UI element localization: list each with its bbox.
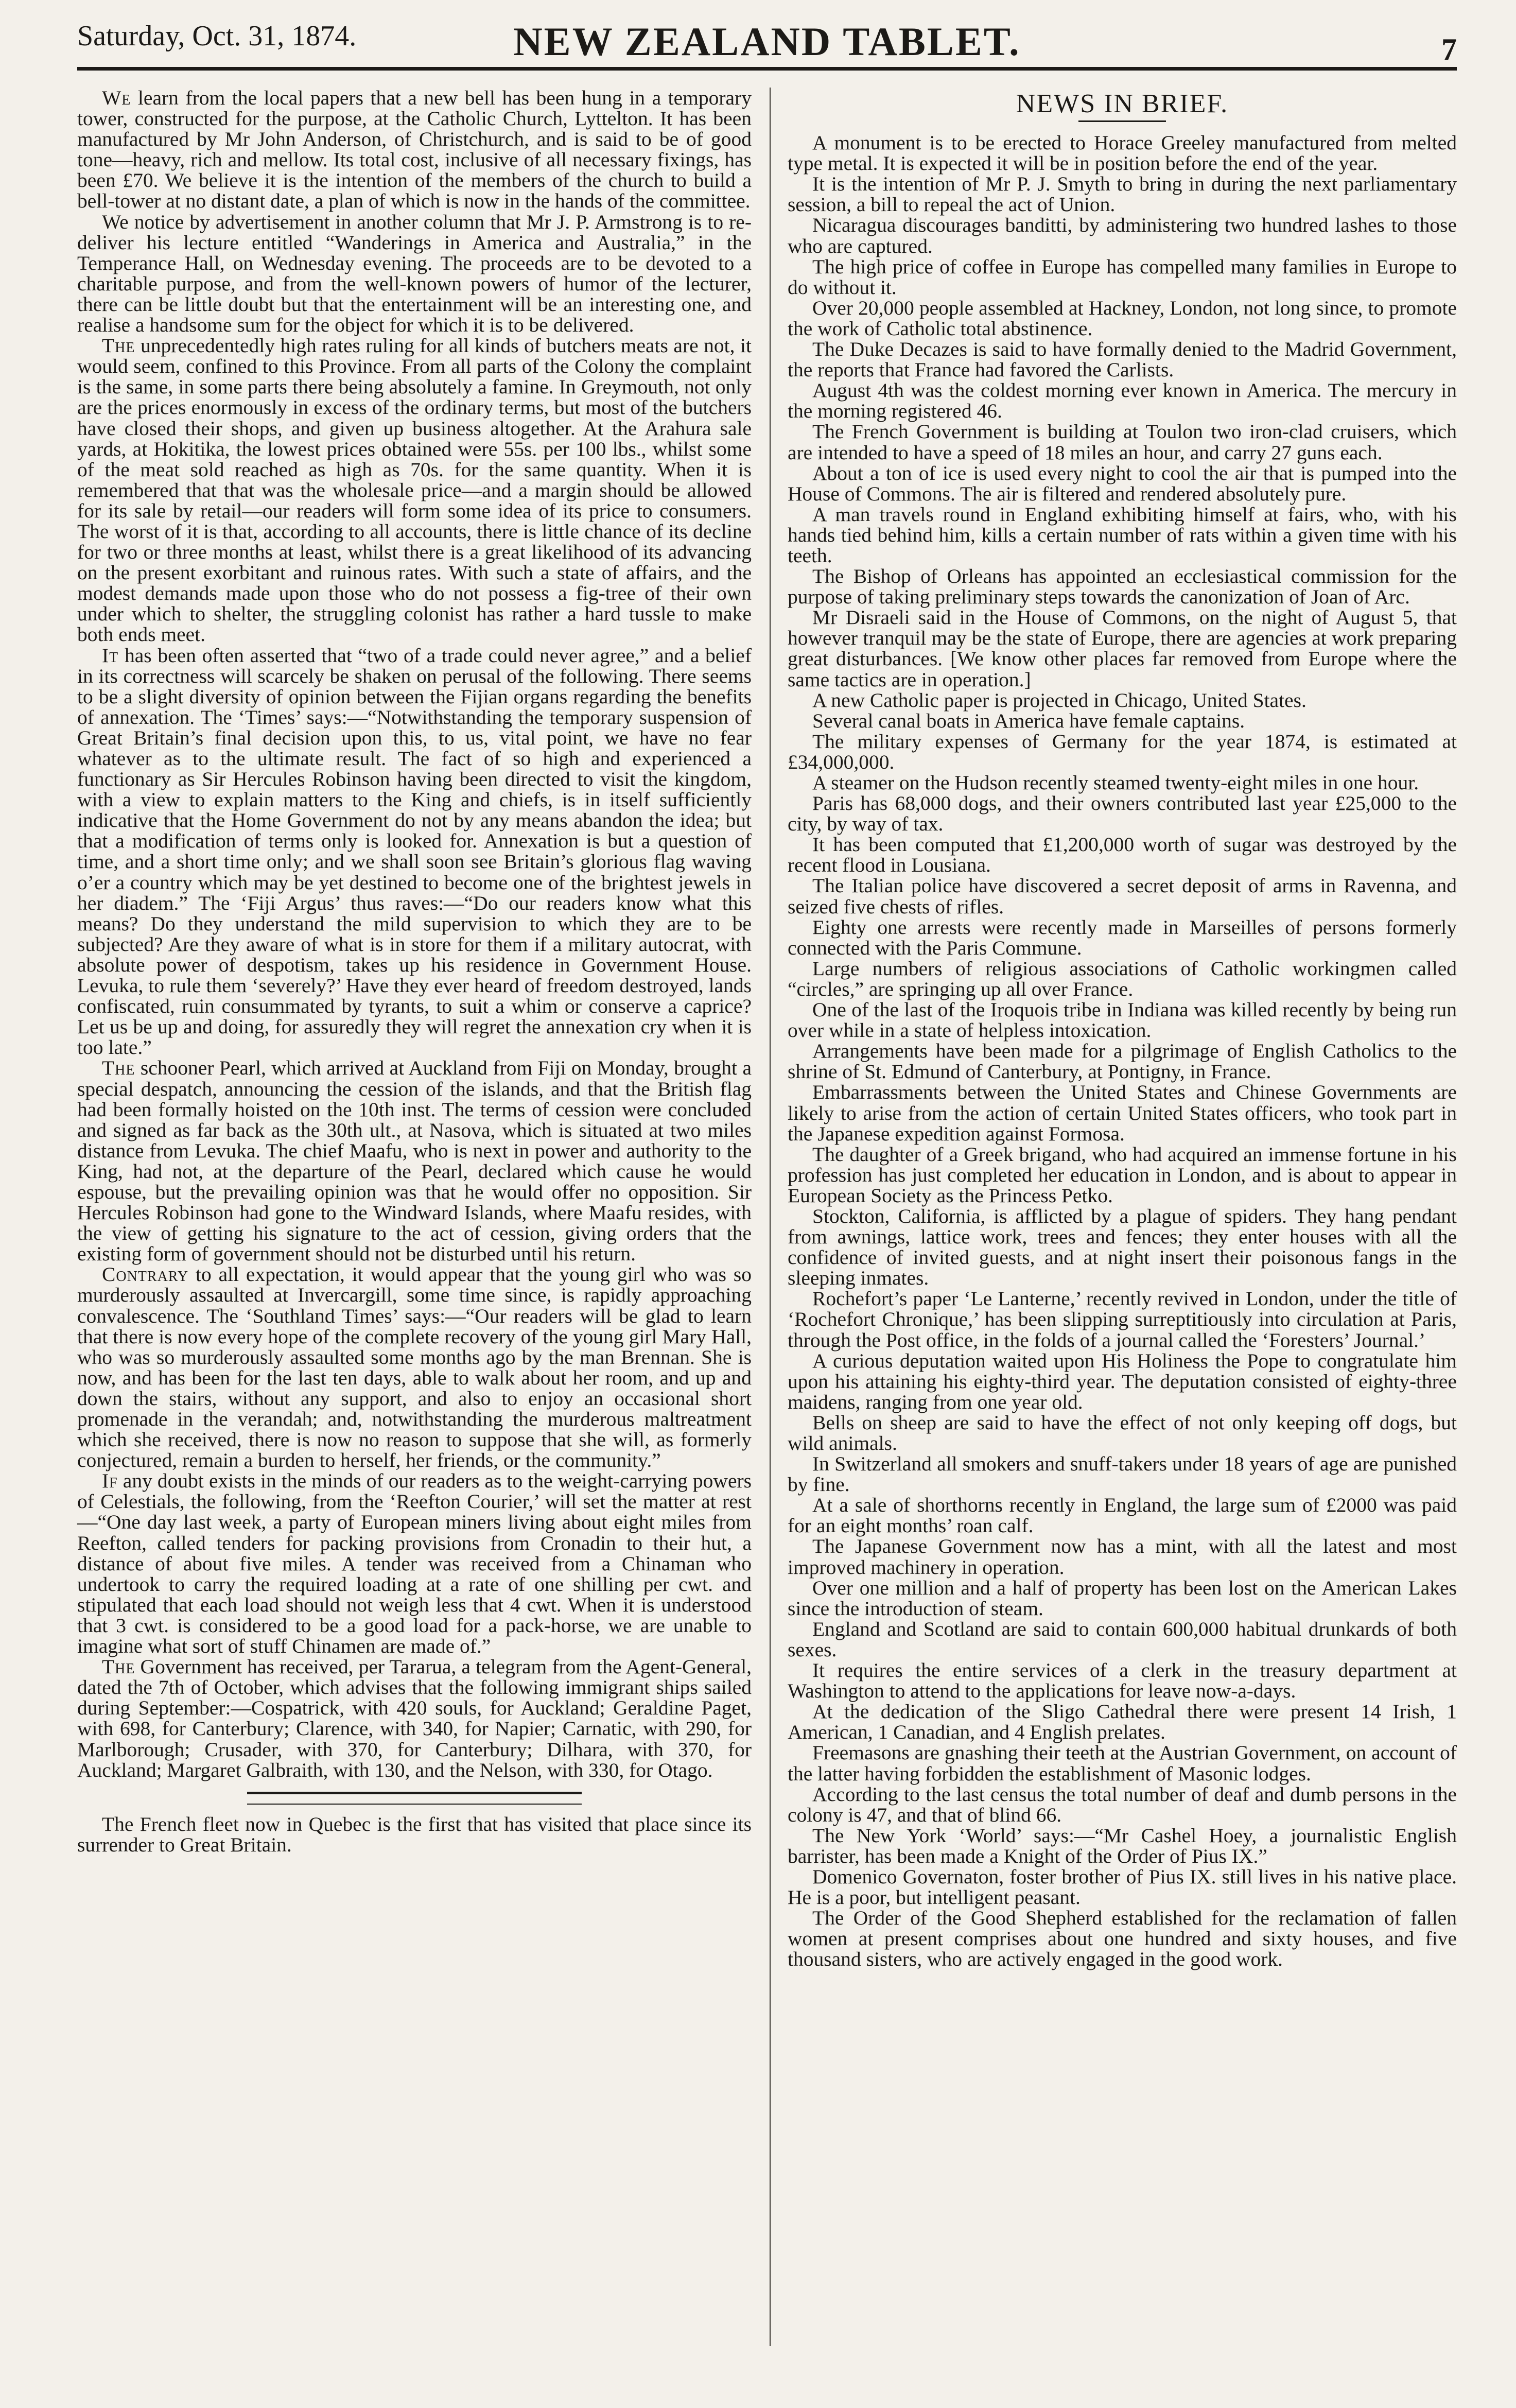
article-paragraph xyxy=(77,645,752,1058)
news-item: The Italian police have discovered a secret deposit of arms in Ravenna, and seized five chests of rifles. xyxy=(788,874,1457,918)
issue-date: Saturday, Oct. 31, 1874. xyxy=(77,20,357,52)
news-item: The Duke Decazes is said to have formally denied to the Madrid Government, the reports that France had favored the Carlists. xyxy=(788,338,1457,382)
newspaper-title: NEW ZEALAND TABLET. xyxy=(513,19,1021,64)
news-item: A monument is to be erected to Horace Greeley manufactured from melted type metal. It is expected it will be in position before the end of the year. xyxy=(788,131,1457,175)
article-paragraph xyxy=(77,212,752,336)
news-item: England and Scotland are said to contain 600,000 habitual drunkards of both sexes. xyxy=(788,1617,1457,1661)
section-separator xyxy=(247,1792,582,1805)
news-item: According to the last census the total number of deaf and dumb persons in the colony is 47, and that of blind 66. xyxy=(788,1782,1457,1826)
paragraph-text: to all expectation, it would appear that the young girl who was so murderously assaulted at Invercargill, some time since, is rapidly approaching convalescence. The ‘Southland Times’ says:—“Our readers will be glad to learn that there is now every hope of the complete recovery of the young girl Mary Hall, who was so murderously assaulted some months ago by the man Brennan. She is now, and has been for the last ten days, able to walk about her room, and up and down the stairs, without any support, and also to enjoy an occasional short promenade in the verandah; and, notwithstanding the murderous maltreatment which she received, there is now no reason to suppose that she will, as formerly conjectured, remain a burden to herself, her friends, or the community.” xyxy=(77,1263,752,1472)
news-item: In Switzerland all smokers and snuff-takers under 18 years of age are punished by fine. xyxy=(788,1452,1457,1496)
news-item: The Order of the Good Shepherd established for the reclamation of fallen women at present comprises about one hundred and sixty houses, and five thousand sisters, who are actively engaged in the good work. xyxy=(788,1907,1457,1971)
news-item: Nicaragua discourages banditti, by administering two hundred lashes to those who are captured. xyxy=(788,214,1457,257)
news-item: At a sale of shorthorns recently in England, the large sum of £2000 was paid for an eight months’ roan calf. xyxy=(788,1494,1457,1537)
news-item: The daughter of a Greek brigand, who had acquired an immense fortune in his profession has just completed her education in London, and is about to appear in European Society as the Princess Petko. xyxy=(788,1142,1457,1207)
lead-word: The xyxy=(102,334,135,357)
left-column xyxy=(77,88,752,2346)
news-item: The high price of coffee in Europe has compelled many families in Europe to do without it. xyxy=(788,255,1457,299)
right-column xyxy=(788,88,1457,2346)
news-item: Paris has 68,000 dogs, and their owners contributed last year £25,000 to the city, by way of tax. xyxy=(788,792,1457,836)
article-paragraph xyxy=(77,88,752,212)
paragraph-text: learn from the local papers that a new bell has been hung in a temporary tower, constructed for the purpose, at the Catholic Church, Lyttelton. It has been manufactured by Mr John Anderson, of Christchurch, and is said to be of good tone—heavy, rich and mellow. Its total cost, inclusive of all necessary fixings, has been £70. We believe it is the intention of the members of the church to build a bell-tower at no distant date, a plan of which is now in the hands of the committee. xyxy=(77,86,752,213)
news-item: At the dedication of the Sligo Cathedral there were present 14 Irish, 1 American, 1 Canadian, and 4 English prelates. xyxy=(788,1700,1457,1744)
news-item: Bells on sheep are said to have the effect of not only keeping off dogs, but wild animals. xyxy=(788,1411,1457,1454)
news-item: The Bishop of Orleans has appointed an ecclesiastical commission for the purpose of taking preliminary steps towards the canonization of Joan of Arc. xyxy=(788,565,1457,609)
article-paragraph xyxy=(77,1264,752,1470)
news-item: A steamer on the Hudson recently steamed twenty-eight miles in one hour. xyxy=(812,771,1419,794)
news-item: Mr Disraeli said in the House of Commons, on the night of August 5, that however tranquil may be the state of Europe, there are agencies at work preparing great disturbances. [We know other places far removed from Europe where the same tactics are in operation.] xyxy=(788,606,1457,691)
news-item: Stockton, California, is afflicted by a plague of spiders. They hang pendant from awnings, lattice work, trees and fences; they enter houses with all the confidence of invited guests, and at night insert their poisonous fangs in the sleeping inmates. xyxy=(788,1204,1457,1290)
paragraph-text: any doubt exists in the minds of our readers as to the weight-carrying powers of Celestials, the following, from the ‘Reefton Courier,’ will set the matter at rest—“One day last week, a party of European miners living about eight miles from Reefton, called tenders for packing provisions from Cronadin to their hut, a distance of about five miles. A tender was received from a Chinaman who undertook to carry the required loading at a rate of one shilling per cwt. and stipulated that each load should not weigh less that 4 cwt. When it is understood that 3 cwt. is considered to be a good load for a pack-horse, we are unable to imagine what sort of stuff Chinamen are made of.” xyxy=(77,1469,752,1658)
paragraph-text: Government has received, per Tararua, a telegram from the Agent-General, dated the 7th of October, which advises that the following immigrant ships sailed during September:—Cospatrick, with 420 souls, for Auckland; Geraldine Paget, with 698, for Canterbury; Clarence, with 340, for Napier; Carnatic, with 290, for Marlborough; Crusader, with 370, for Canterbury; Dilhara, with 370, for Auckland; Margaret Galbraith, with 130, and the Nelson, with 330, for Otago. xyxy=(77,1655,752,1781)
news-item: The New York ‘World’ says:—“Mr Cashel Hoey, a journalistic English barrister, has been made a Knight of the Order of Pius IX.” xyxy=(788,1824,1457,1867)
news-item: Several canal boats in America have female captains. xyxy=(812,709,1245,732)
news-item: A curious deputation waited upon His Holiness the Pope to congratulate him upon his attaining his eighty-third year. The deputation consisted of eighty-three maidens, ranging from one year old. xyxy=(788,1349,1457,1413)
news-item: Freemasons are gnashing their teeth at the Austrian Government, on account of the latter having forbidden the establishment of Masonic lodges. xyxy=(788,1741,1457,1785)
news-item: It has been computed that £1,200,000 worth of sugar was destroyed by the recent flood in Lousiana. xyxy=(788,833,1457,877)
article-paragraph xyxy=(77,1656,752,1780)
news-item: Over 20,000 people assembled at Hackney, London, not long since, to promote the work of Catholic total abstinence. xyxy=(788,296,1457,340)
lead-word: If xyxy=(102,1469,118,1493)
heading-rule xyxy=(1078,120,1166,122)
news-item: The French Government is building at Toulon two iron-clad cruisers, which are intended to have a speed of 18 miles an hour, and carry 27 guns each. xyxy=(788,420,1457,464)
masthead-rule xyxy=(77,67,1457,71)
news-item: Over one million and a half of property has been lost on the American Lakes since the introduction of steam. xyxy=(788,1576,1457,1620)
footer-paragraph: The French fleet now in Quebec is the first that has visited that place since its surrender to Great Britain. xyxy=(77,1812,752,1856)
news-in-brief-heading: NEWS IN BRIEF. xyxy=(1016,89,1229,118)
news-item: A man travels round in England exhibiting himself at fairs, who, with his hands tied behind him, kills a certain number of rats within a given time with his teeth. xyxy=(788,503,1457,567)
lead-word: The xyxy=(102,1056,135,1080)
news-item: Eighty one arrests were recently made in Marseilles of persons formerly connected with the Paris Commune. xyxy=(788,915,1457,959)
news-item: Rochefort’s paper ‘Le Lanterne,’ recently revived in London, under the title of ‘Rochefort Chronique,’ has been slipping surreptitiously into circulation at Paris, through the Post office, in the folds of a journal called the ‘Foresters’ Journal.’ xyxy=(788,1287,1457,1352)
news-item: One of the last of the Iroquois tribe in Indiana was killed recently by being run over while in a state of helpless intoxication. xyxy=(788,998,1457,1042)
article-paragraph xyxy=(77,1470,752,1656)
lead-word: We xyxy=(102,86,131,109)
paragraph-text: schooner Pearl, which arrived at Auckland from Fiji on Monday, brought a special despatch, announcing the cession of the islands, and that the British flag had been formally hoisted on the 10th inst. The terms of cession were concluded and signed as far back as the 30th ult., at Nasova, which is situated at two miles distance from Levuka. The chief Maafu, who is next in power and authority to the King, had not, at the departure of the Pearl, declared which cause he would espouse, but the prevailing opinion was that he would offer no opposition. Sir Hercules Robinson had gone to the Windward Islands, where Maafu resides, with the view of getting his signature to the act of cession, giving orders that the existing form of government should not be disturbed until his return. xyxy=(77,1056,752,1266)
page-number: 7 xyxy=(1441,32,1457,66)
news-item: Embarrassments between the United States and Chinese Governments are likely to arise from the action of certain United States officers, who took part in the Japanese expedition against Formosa. xyxy=(788,1081,1457,1145)
news-item: The military expenses of Germany for the year 1874, is estimated at £34,000,000. xyxy=(788,730,1457,773)
news-item: Arrangements have been made for a pilgrimage of English Catholics to the shrine of St. Edmund of Canterbury, at Pontigny, in France. xyxy=(788,1040,1457,1083)
paragraph-text: We notice by advertisement in another column that Mr J. P. Armstrong is to re-deliver his lecture entitled “Wanderings in America and Australia,” in the Temperance Hall, on Wednesday evening. The proceeds are to be devoted to a charitable purpose, and from the well-known powers of humor of the lecturer, there can be little doubt but that the entertainment will be an interesting one, and realise a handsome sum for the object for which it is to be delivered. xyxy=(77,210,752,337)
lead-word: The xyxy=(102,1655,135,1678)
article-paragraph xyxy=(77,1058,752,1264)
news-item: It is the intention of Mr P. J. Smyth to bring in during the next parliamentary session, a bill to repeal the act of Union. xyxy=(788,172,1457,216)
lead-word: It xyxy=(102,644,119,667)
article-paragraph xyxy=(77,335,752,645)
news-item: August 4th was the coldest morning ever known in America. The mercury in the morning registered 46. xyxy=(788,379,1457,423)
news-item: A new Catholic paper is projected in Chicago, United States. xyxy=(812,688,1306,712)
masthead xyxy=(77,14,1457,81)
paragraph-text: unprecedentedly high rates ruling for all kinds of butchers meats are not, it would seem, confined to this Province. From all parts of the Colony the complaint is the same, in some parts there being absolutely a famine. In Greymouth, not only are the prices enormously in excess of the ordinary terms, but most of the butchers have closed their shops, and given up business altogether. At the Arahura sale yards, at Hokitika, the lowest prices obtained were 55s. per 100 lbs., whilst some of the meat sold reached as high as 70s. for the same quantity. When it is remembered that that was the wholesale price—and a margin should be allowed for its sale by retail—our readers will form some idea of its price to consumers. The worst of it is that, according to all accounts, there is little chance of its decline for two or three months at least, whilst there is a great likelihood of its advancing on the present exorbitant and ruinous rates. With such a state of affairs, and the modest demands made upon those who do not possess a fig-tree of their own under which to shelter, the struggling colonist has rather a hard tussle to make both ends meet. xyxy=(77,334,752,646)
news-item: The Japanese Government now has a mint, with all the latest and most improved machinery in operation. xyxy=(788,1535,1457,1579)
news-item: About a ton of ice is used every night to cool the air that is pumped into the House of Commons. The air is filtered and rendered absolutely pure. xyxy=(788,461,1457,505)
column-divider xyxy=(770,88,771,2346)
news-item: It requires the entire services of a clerk in the treasury department at Washington to attend to the applications for leave now-a-days. xyxy=(788,1659,1457,1703)
news-item: Domenico Governaton, foster brother of Pius IX. still lives in his native place. He is a poor, but intelligent peasant. xyxy=(788,1865,1457,1909)
paragraph-text: has been often asserted that “two of a trade could never agree,” and a belief in its correctness will scarcely be shaken on perusal of the following. There seems to be a slight diversity of opinion between the Fijian organs regarding the benefits of annexation. The ‘Times’ says:—“Notwithstanding the temporary suspension of Great Britain’s final decision upon this, to us, vital point, we have no fear whatever as to the ultimate result. The fact of so high and experienced a functionary as Sir Hercules Robinson having been directed to visit the kingdom, with a view to explain matters to the King and chiefs, is in itself sufficiently indicative that the Home Government do not by any means abandon the idea; but that a modification of terms only is looked for. Annexation is but a question of time, and a short time only; and we shall soon see Britain’s glorious flag waving o’er a country which may be yet destined to become one of the brightest jewels in her diadem.” The ‘Fiji Argus’ thus raves:—“Do our readers know what this means? Do they understand the mild supervision to which they are to be subjected? Are they aware of what is in store for them if a military autocrat, with absolute power of despotism, takes up his residence in Government House. Levuka, to rule them ‘severely?’ Have they ever heard of freedom destroyed, lands confiscated, ruin consummated by tyrants, to suit a whim or conserve a caprice? Let us be up and doing, for assuredly they will regret the annexation cry when it is too late.” xyxy=(77,644,752,1059)
news-item: Large numbers of religious associations of Catholic workingmen called “circles,” are springing up all over France. xyxy=(788,957,1457,1000)
lead-word: Contrary xyxy=(102,1263,189,1286)
